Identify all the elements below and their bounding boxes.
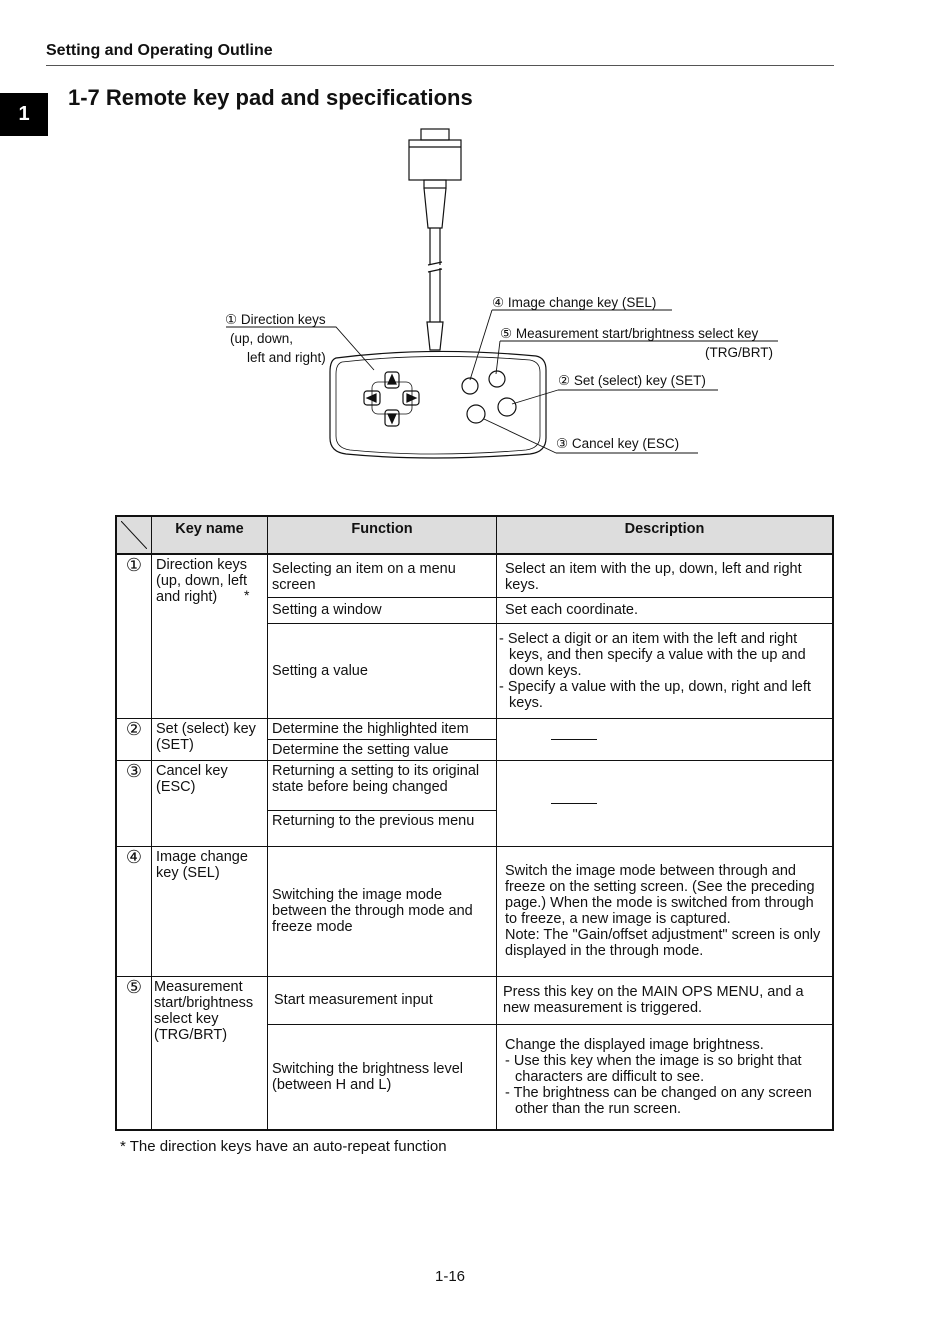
function-cell: Determine the setting value — [268, 739, 497, 760]
section-header: Setting and Operating Outline — [46, 42, 273, 59]
table-row — [116, 554, 833, 597]
key-name: Image change key (SEL) — [152, 846, 268, 976]
connector-neck — [424, 180, 446, 188]
function-cell: Start measurement input — [268, 976, 497, 1024]
callout-image-change: ④ Image change key (SEL) — [492, 295, 657, 310]
callout-cancel-key: ③ Cancel key (ESC) — [556, 436, 680, 451]
connector-top — [421, 129, 449, 140]
trg-key — [489, 371, 505, 387]
key-name: Measurement start/brightness select key (TRG/BRT) — [152, 976, 268, 1130]
callout-direction-keys-2: (up, down, — [230, 331, 294, 346]
description-cell: Select an item with the up, down, left and right keys. — [497, 554, 834, 597]
cable-boot — [427, 322, 443, 350]
set-key — [498, 398, 516, 416]
col-function: Function — [268, 516, 497, 554]
description-cell — [497, 1024, 834, 1130]
strain-relief — [424, 188, 446, 228]
callout-measurement: ⑤ Measurement start/brightness select key — [500, 326, 759, 341]
keypad-body — [330, 351, 546, 458]
key-spec-table — [115, 515, 834, 1131]
table-row — [116, 718, 833, 739]
function-cell: Returning to the previous menu — [268, 810, 497, 846]
function-cell: Determine the highlighted item — [268, 718, 497, 739]
col-description: Description — [497, 516, 834, 554]
table-row — [116, 846, 833, 976]
row-number: ⑤ — [116, 976, 152, 1130]
description-cell: Set each coordinate. — [497, 597, 834, 623]
col-key-name: Key name — [152, 516, 268, 554]
description-bullet: - The brightness can be changed on any screen other than the run screen. — [505, 1084, 812, 1117]
function-cell: Setting a window — [268, 597, 497, 623]
connector-body — [409, 140, 461, 180]
row-number: ④ — [116, 846, 152, 976]
sel-key — [462, 378, 478, 394]
description-text: Change the displayed image brightness. — [505, 1036, 764, 1053]
key-name — [152, 554, 268, 718]
page-number: 1-16 — [435, 1268, 466, 1285]
key-name: Set (select) key (SET) — [152, 718, 268, 760]
description-cell — [497, 718, 834, 760]
function-cell: Switching the image mode between the through mode and freeze mode — [268, 846, 497, 976]
esc-key — [467, 405, 485, 423]
callout-direction-keys: ① Direction keys — [225, 312, 326, 327]
row-number: ③ — [116, 760, 152, 846]
key-name-text: Direction keys (up, down, left and right) — [156, 557, 248, 605]
table-row — [116, 976, 833, 1024]
function-cell: Selecting an item on a menu screen — [268, 554, 497, 597]
description-cell — [497, 623, 834, 718]
description-bullet: - Select a digit or an item with the left and right keys, and then specify a value with the up and down keys. — [499, 630, 806, 679]
description-bullet: - Specify a value with the up, down, right and left keys. — [499, 678, 811, 711]
callout-measurement-2: (TRG/BRT) — [705, 345, 773, 360]
auto-repeat-star: * — [244, 587, 250, 603]
callout-set-key: ② Set (select) key (SET) — [558, 373, 706, 388]
chapter-tab: 1 — [0, 93, 48, 136]
dash-placeholder — [551, 739, 597, 740]
key-name: Cancel key (ESC) — [152, 760, 268, 846]
description-note: Note: The "Gain/offset adjustment" screen is only displayed in the through mode. — [505, 927, 821, 959]
function-cell: Switching the brightness level (between H and L) — [268, 1024, 497, 1130]
description-bullet: - Use this key when the image is so bright that characters are difficult to see. — [505, 1052, 802, 1085]
row-number: ① — [116, 554, 152, 718]
table-header-row — [116, 516, 833, 554]
description-cell — [497, 846, 834, 976]
function-cell: Setting a value — [268, 623, 497, 718]
table-row — [116, 760, 833, 810]
description-cell: Press this key on the MAIN OPS MENU, and a new measurement is triggered. — [497, 976, 834, 1024]
page-title: 1-7 Remote key pad and specifications — [68, 85, 473, 110]
direction-pad — [364, 372, 419, 426]
row-number: ② — [116, 718, 152, 760]
description-cell — [497, 760, 834, 846]
footnote: * The direction keys have an auto-repeat function — [120, 1138, 447, 1155]
callout-direction-keys-3: left and right) — [247, 350, 326, 365]
remote-keypad-diagram — [0, 0, 950, 500]
function-cell: Returning a setting to its original state before being changed — [268, 760, 497, 810]
corner-cell — [116, 516, 152, 554]
description-text: Switch the image mode between through and freeze on the setting screen. (See the preceding page.) When the mode is switched from through to freeze, a new image is captured. — [505, 863, 815, 927]
dash-placeholder — [551, 803, 597, 804]
